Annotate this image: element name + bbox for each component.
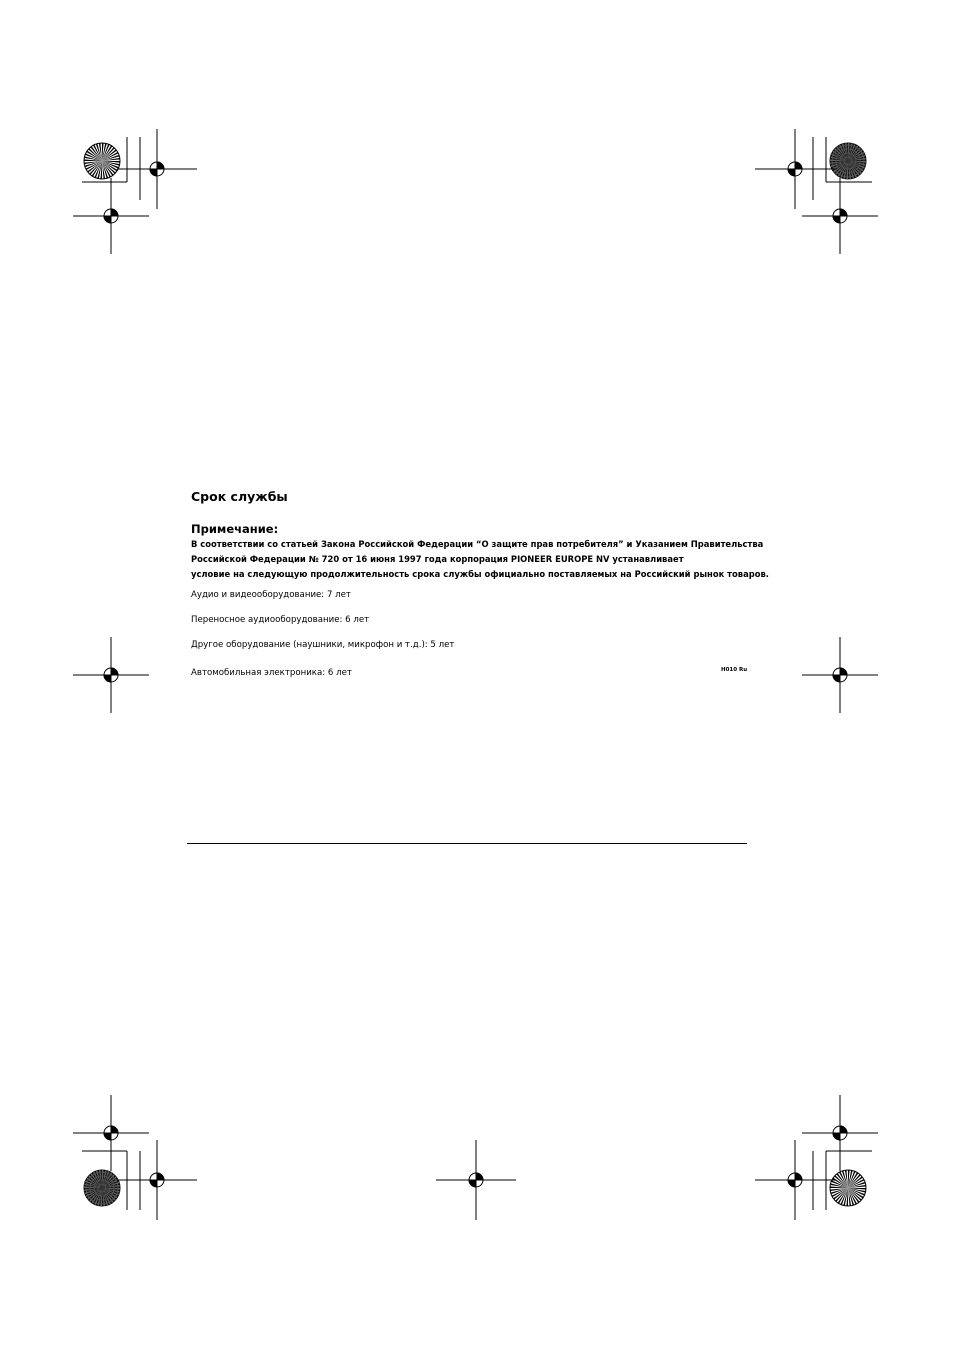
registration-crosshair-icon (755, 129, 835, 209)
registration-starburst-icon (84, 1170, 120, 1206)
note-line: Российской Федерации № 720 от 16 июня 1997 года корпорация PIONEER EUROPE NV устанавливает (191, 554, 684, 564)
registration-crosshair-icon (802, 637, 878, 713)
note-title: Примечание: (191, 522, 279, 536)
registration-crosshair-icon (73, 1095, 149, 1171)
service-life-item: Переносное аудиооборудование: 6 лет (191, 615, 370, 625)
registration-crosshair-icon (117, 129, 197, 209)
document-code: H010 Ru (721, 667, 748, 673)
registration-starburst-icon (84, 143, 120, 179)
page-heading: Срок службы (191, 489, 288, 504)
registration-crosshair-icon (755, 1140, 835, 1220)
horizontal-rule (187, 843, 747, 844)
note-line: В соответствии со статьей Закона Российской Федерации “О защите прав потребителя” и Указанием Правительства (191, 539, 764, 549)
registration-crosshair-icon (436, 1140, 516, 1220)
service-life-item: Аудио и видеооборудование: 7 лет (191, 590, 351, 600)
service-life-item: Автомобильная электроника: 6 лет (191, 668, 352, 678)
registration-starburst-icon (830, 143, 866, 179)
registration-crosshair-icon (73, 178, 149, 254)
service-life-item: Другое оборудование (наушники, микрофон и т.д.): 5 лет (191, 640, 455, 650)
note-line: условие на следующую продолжительность срока службы официально поставляемых на Российский рынок товаров. (191, 569, 769, 579)
registration-crosshair-icon (117, 1140, 197, 1220)
registration-crosshair-icon (73, 637, 149, 713)
note-body (191, 537, 769, 582)
registration-starburst-icon (830, 1170, 866, 1206)
